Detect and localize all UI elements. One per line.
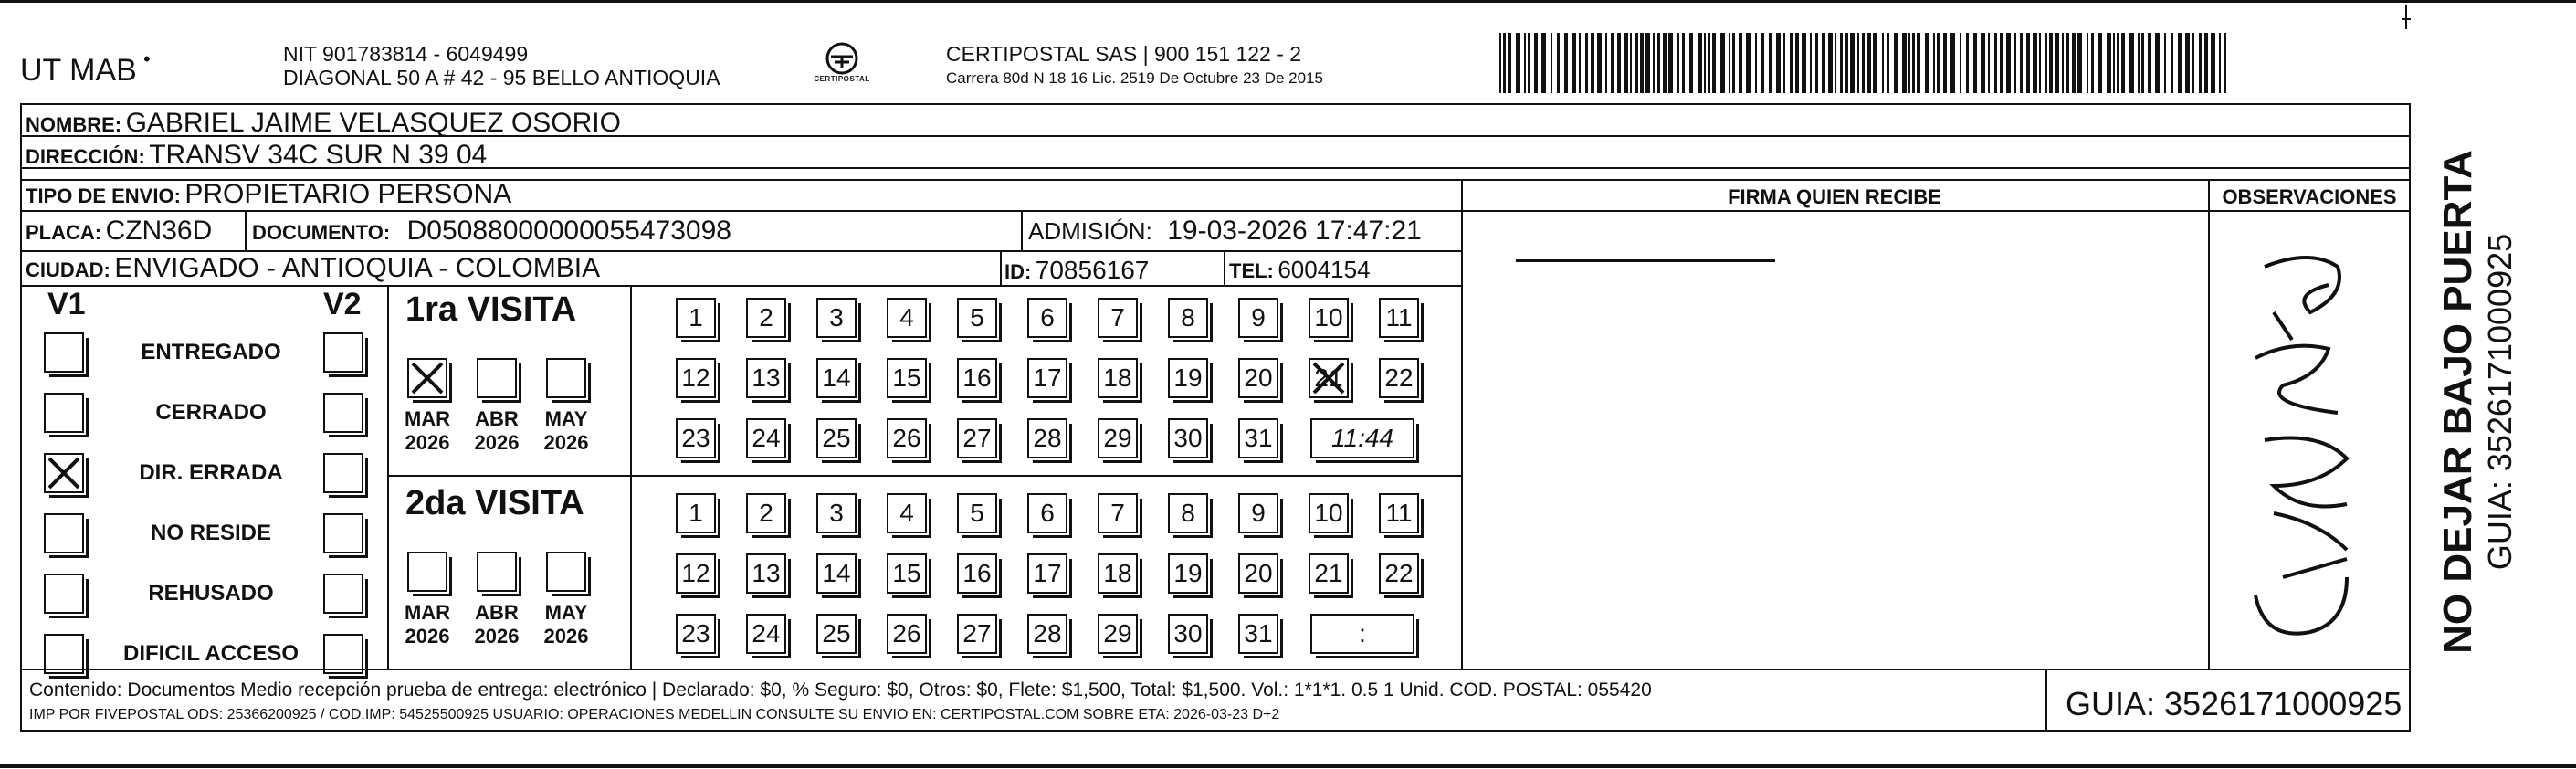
v2-checkbox[interactable] [323,453,363,493]
observation-signature [2210,212,2409,669]
barcode-bar [1704,33,1706,93]
day-box[interactable]: 2 [746,298,786,338]
day-box[interactable]: 5 [957,493,997,533]
barcode-bar [1822,33,1825,93]
time-box[interactable]: : [1310,614,1414,654]
certipostal-license: Carrera 80d N 18 16 Lic. 2519 De Octubre 23 De 2015 [946,69,1323,87]
barcode-bar [1790,33,1793,93]
barcode-bar [1845,33,1848,93]
barcode-bar [1973,33,1977,93]
barcode-bar [1585,33,1588,93]
admission-label: ADMISIÓN: [1028,217,1152,245]
day-box[interactable]: 5 [957,298,997,338]
recipient-name: GABRIEL JAIME VELASQUEZ OSORIO [125,108,621,138]
month-label [398,601,457,648]
day-box[interactable]: 29 [1098,614,1138,654]
barcode-bar [1677,33,1679,93]
barcode-bar [1508,33,1511,93]
day-box[interactable]: 14 [816,553,857,594]
v1-checkbox[interactable] [44,574,84,614]
barcode-bar [1579,33,1581,93]
day-box[interactable]: 18 [1098,553,1138,594]
day-box[interactable]: 21 [1309,358,1349,398]
month-label [398,407,457,455]
barcode-bar [1960,33,1961,93]
barcode-bar [1712,33,1716,93]
day-box[interactable]: 7 [1098,298,1138,338]
day-box[interactable]: 25 [816,614,857,654]
barcode-bar [1882,33,1884,93]
barcode-bar [1912,33,1915,93]
barcode-bar [1605,33,1607,93]
day-box[interactable]: 26 [887,614,927,654]
month-name: MAR [404,407,451,430]
month-year: 2026 [474,625,520,648]
v2-checkbox[interactable] [323,634,363,674]
barcode-bar [1994,33,1997,93]
status-label: REHUSADO [148,581,274,606]
barcode-bar [2020,33,2023,93]
check-mark [409,360,446,396]
barcode-bar [1630,33,1632,93]
status-label: DIR. ERRADA [139,460,283,485]
month-label [468,601,526,648]
day-box[interactable]: 12 [676,553,716,594]
side-text-inner [2435,150,2519,654]
day-box[interactable]: 13 [746,358,786,398]
barcode-bar [1776,33,1781,93]
barcode-bar [1689,33,1693,93]
side-text-block [2418,146,2537,658]
barcode-bar [2091,33,2094,93]
month-checkbox[interactable] [546,552,586,592]
barcode-bar [2098,33,2102,93]
day-box[interactable]: 28 [1027,614,1067,654]
barcode-bar [2117,33,2119,93]
name-label: NOMBRE: [26,113,122,136]
barcode-bar [1850,33,1855,93]
barcode-bar [2072,33,2076,93]
day-box[interactable]: 1 [676,298,716,338]
barcode-bar [1611,33,1614,93]
barcode-bar [2211,33,2215,93]
id-cell [1004,256,1149,285]
first-visit-title: 1ra VISITA [405,290,577,329]
day-box[interactable]: 12 [676,358,716,398]
barcode-bar [1835,33,1836,93]
day-box[interactable]: 17 [1027,553,1067,594]
city-label: CIUDAD: [26,258,110,281]
v2-label: V2 [323,287,362,321]
barcode [1499,33,2230,93]
day-box[interactable]: 29 [1098,418,1138,458]
barcode-bar [2055,33,2059,93]
month-name: MAR [404,601,451,624]
tel-cell [1229,256,1371,284]
send-type-row [26,179,511,210]
second-visit-title: 2da VISITA [405,484,584,522]
plate-value: CZN36D [105,216,213,246]
side-guide-number: GUIA: 3526171000925 [2481,233,2518,571]
barcode-bar [1732,33,1735,93]
v2-checkbox[interactable] [323,393,363,433]
barcode-bar [1828,33,1833,93]
barcode-bar [1668,33,1673,93]
barcode-bar [1802,33,1806,93]
barcode-bar [1564,33,1568,93]
day-box[interactable]: 31 [1238,418,1278,458]
content-line: Contenido: Documentos Medio recepción prueba de entrega: electrónico | Declarado: $0, % Seguro: $0, Otros: $0, Flete: $1,500, Total: $1,500. Vol.: 1*1*1. 0.5 1 Unid. COD. POSTAL: 055420 [29,679,1652,701]
signature-line [1516,259,1775,262]
check-mark [1310,360,1347,396]
barcode-bar [1624,33,1628,93]
v1-checkbox[interactable] [44,634,84,674]
month-checkbox[interactable] [407,552,447,592]
day-box[interactable]: 16 [957,553,997,594]
certipostal-logo [805,37,878,100]
barcode-bar [1981,33,1985,93]
month-checkbox[interactable] [477,358,517,398]
document-value: D05088000000055473098 [406,216,731,246]
admission-value: 19-03-2026 17:47:21 [1167,216,1422,246]
plate-cell [26,216,212,247]
barcode-bar [1873,33,1877,93]
month-year: 2026 [405,431,450,454]
day-box[interactable]: 10 [1309,493,1349,533]
status-label: NO RESIDE [150,521,272,545]
day-box[interactable]: 3 [816,493,857,533]
v2-checkbox[interactable] [323,574,363,614]
status-label: DIFICIL ACCESO [122,641,299,666]
barcode-bar [1635,33,1638,93]
barcode-bar [1755,33,1757,93]
day-box[interactable]: 4 [887,298,927,338]
day-box[interactable]: 7 [1098,493,1138,533]
time-box[interactable]: 11:44 [1310,418,1414,458]
day-box[interactable]: 21 [1309,553,1349,594]
barcode-bar [2113,33,2115,93]
month-year: 2026 [543,625,589,648]
barcode-bar [2171,33,2173,93]
city-value: ENVIGADO - ANTIOQUIA - COLOMBIA [114,253,601,283]
day-box[interactable]: 15 [887,553,927,594]
address-row [26,140,487,171]
barcode-bar [1810,33,1812,93]
barcode-bar [2141,33,2144,93]
document-label: DOCUMENTO: [252,221,391,244]
city-cell [26,253,600,284]
barcode-bar [1503,33,1506,93]
barcode-bar [2014,33,2016,93]
barcode-bar [1663,33,1667,93]
month-year: 2026 [474,431,520,454]
month-label [468,407,526,455]
day-box[interactable]: 27 [957,614,997,654]
barcode-bar [2026,33,2030,93]
month-checkbox[interactable] [477,552,517,592]
day-box[interactable]: 17 [1027,358,1067,398]
tel-label: TEL: [1229,259,1274,282]
barcode-bar [1902,33,1907,93]
barcode-bar [1933,33,1935,93]
barcode-bar [2185,33,2190,93]
company-mark: • [143,47,151,70]
barcode-bar [1557,33,1560,93]
day-box[interactable]: 10 [1309,298,1349,338]
barcode-bar [1867,33,1871,93]
barcode-bar [2049,33,2053,93]
barcode-bar [2129,33,2134,93]
day-box[interactable]: 30 [1168,614,1208,654]
barcode-bar [2039,33,2041,93]
day-box[interactable]: 30 [1168,418,1208,458]
barcode-bar [1943,33,1947,93]
day-box[interactable]: 27 [957,418,997,458]
barcode-bar [2164,33,2166,93]
day-box[interactable]: 1 [676,493,716,533]
day-box[interactable]: 28 [1027,418,1067,458]
barcode-bar [1761,33,1764,93]
barcode-bar [1769,33,1772,93]
barcode-bar [1862,33,1865,93]
v1-label: V1 [47,287,86,321]
day-box[interactable]: 25 [816,418,857,458]
v1-checkbox[interactable] [44,393,84,433]
barcode-bar [2192,33,2194,93]
barcode-bar [1640,33,1644,93]
signature-header: FIRMA QUIEN RECIBE [1728,185,1941,208]
barcode-bar [2199,33,2202,93]
do-not-leave-under-door: NO DEJAR BAJO PUERTA [2435,150,2480,654]
barcode-bar [2148,33,2151,93]
barcode-bar [1534,33,1538,93]
plate-label: PLACA: [26,221,102,244]
v2-checkbox[interactable] [323,332,363,373]
tel-value: 6004154 [1277,256,1371,283]
barcode-bar [1499,33,1501,93]
barcode-bar [2224,33,2226,93]
barcode-bar [2138,33,2140,93]
month-name: MAY [544,601,588,624]
barcode-bar [1720,33,1725,93]
day-box[interactable]: 11 [1379,493,1419,533]
sender-address: DIAGONAL 50 A # 42 - 95 BELLO ANTIOQUIA [283,66,720,90]
month-checkbox[interactable] [407,358,447,398]
month-label [537,601,595,648]
day-box[interactable]: 19 [1168,358,1208,398]
day-box[interactable]: 22 [1379,358,1419,398]
v1-checkbox[interactable] [44,332,84,373]
status-label: CERRADO [155,400,267,425]
day-box[interactable]: 16 [957,358,997,398]
company-name: UT MAB [20,53,137,88]
day-box[interactable]: 18 [1098,358,1138,398]
barcode-bar [1591,33,1594,93]
certipostal-name: CERTIPOSTAL SAS | 900 151 122 - 2 [946,42,1302,66]
barcode-bar [1682,33,1685,93]
barcode-bar [1783,33,1785,93]
day-box[interactable]: 3 [816,298,857,338]
barcode-bar [1524,33,1526,93]
barcode-bar [1840,33,1843,93]
barcode-bar [1988,33,1990,93]
barcode-bar [1815,33,1818,93]
barcode-bar [2000,33,2003,93]
barcode-bar [1950,33,1955,93]
check-mark [46,455,82,491]
barcode-bar [2087,33,2088,93]
day-box[interactable]: 6 [1027,298,1067,338]
barcode-bar [1698,33,1702,93]
barcode-bar [2204,33,2208,93]
day-box[interactable]: 8 [1168,298,1208,338]
month-checkbox[interactable] [546,358,586,398]
month-name: MAY [544,407,588,430]
v2-checkbox[interactable] [323,513,363,553]
barcode-bar [1887,33,1889,93]
barcode-bar [2066,33,2069,93]
barcode-bar [2033,33,2037,93]
month-name: ABR [475,601,519,624]
name-row [26,108,621,139]
barcode-bar [1917,33,1920,93]
barcode-bar [2178,33,2182,93]
admission-cell [1028,216,1422,247]
address-label: DIRECCIÓN: [26,145,145,168]
barcode-bar [1908,33,1910,93]
day-box[interactable]: 23 [676,614,716,654]
barcode-bar [1966,33,1969,93]
day-box[interactable]: 24 [746,614,786,654]
day-box[interactable]: 13 [746,553,786,594]
day-box[interactable]: 9 [1238,298,1278,338]
barcode-bar [1551,33,1552,93]
barcode-bar [2062,33,2064,93]
day-box[interactable]: 31 [1238,614,1278,654]
month-year: 2026 [405,625,450,648]
barcode-bar [2121,33,2125,93]
barcode-bar [1528,33,1530,93]
barcode-bar [1746,33,1751,93]
day-box[interactable]: 20 [1238,553,1278,594]
footer-guide-number: GUIA: 3526171000925 [2066,685,2403,722]
logo-text: CERTIPOSTAL [814,75,870,83]
day-box[interactable]: 20 [1238,358,1278,398]
barcode-bar [1739,33,1742,93]
nit-line: NIT 901783814 - 6049499 [283,42,529,66]
id-label: ID: [1004,260,1032,283]
barcode-bar [1541,33,1546,93]
barcode-bar [1729,33,1730,93]
barcode-bar [1617,33,1621,93]
day-box[interactable]: 24 [746,418,786,458]
day-box[interactable]: 19 [1168,553,1208,594]
barcode-bar [1653,33,1655,93]
barcode-bar [2045,33,2047,93]
barcode-bar [1857,33,1859,93]
day-box[interactable]: 23 [676,418,716,458]
barcode-bar [1708,33,1710,93]
recipient-address: TRANSV 34C SUR N 39 04 [149,140,488,170]
barcode-bar [2006,33,2011,93]
month-year: 2026 [543,431,589,454]
status-label: ENTREGADO [141,340,281,364]
day-box[interactable]: 8 [1168,493,1208,533]
barcode-bar [1937,33,1940,93]
barcode-bar [1516,33,1520,93]
send-type: PROPIETARIO PERSONA [184,179,512,209]
barcode-bar [1645,33,1650,93]
day-box[interactable]: 26 [887,418,927,458]
day-box[interactable]: 15 [887,358,927,398]
barcode-bar [1657,33,1660,93]
barcode-bar [2155,33,2160,93]
day-box[interactable]: 22 [1379,553,1419,594]
observations-header: OBSERVACIONES [2222,185,2397,208]
v1-checkbox[interactable] [44,513,84,553]
barcode-bar [1925,33,1929,93]
id-value: 70856167 [1035,256,1150,284]
month-label [537,407,595,455]
day-box[interactable]: 9 [1238,493,1278,533]
barcode-bar [1894,33,1898,93]
day-box[interactable]: 4 [887,493,927,533]
barcode-bar [2077,33,2082,93]
day-box[interactable]: 2 [746,493,786,533]
month-name: ABR [475,407,519,430]
barcode-bar [2107,33,2111,93]
day-box[interactable]: 6 [1027,493,1067,533]
document-cell [252,216,731,247]
barcode-bar [1795,33,1799,93]
v1-checkbox[interactable] [44,453,84,493]
day-box[interactable]: 11 [1379,298,1419,338]
barcode-bar [2219,33,2221,93]
imp-line: IMP POR FIVEPOSTAL ODS: 25366200925 / COD.IMP: 54525500925 USUARIO: OPERACIONES MEDELLIN CONSULTE SU ENVIO EN: CERTIPOSTAL.COM SOBRE ETA: 2026-03-23 D+2 [29,707,1280,722]
day-box[interactable]: 14 [816,358,857,398]
barcode-bar [1572,33,1576,93]
send-type-label: TIPO DE ENVIO: [26,184,181,207]
barcode-bar [1597,33,1602,93]
